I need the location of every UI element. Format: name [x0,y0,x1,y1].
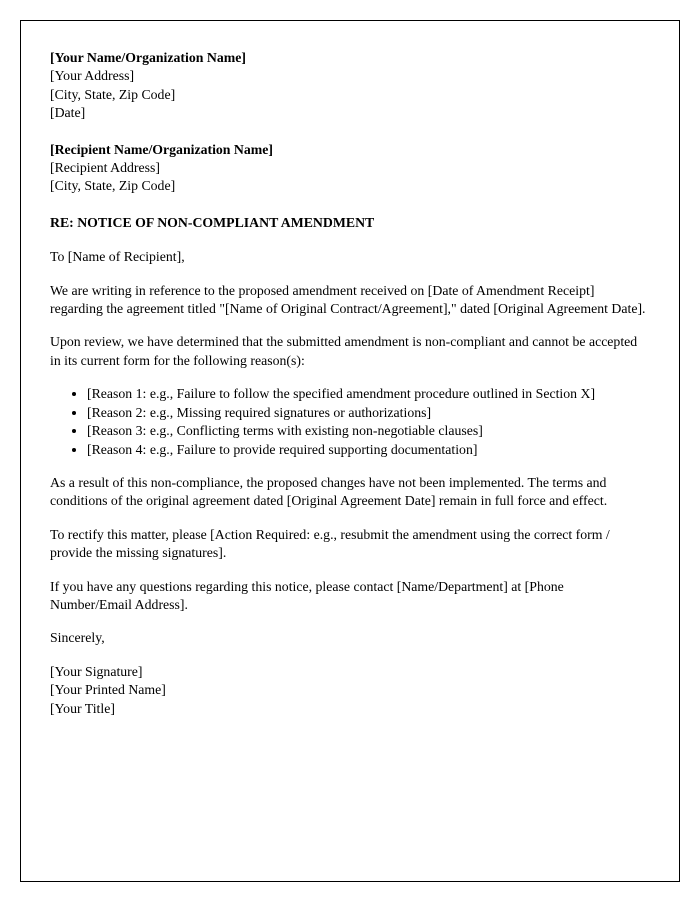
signature-block [50,663,649,718]
reason-item: • [Reason 2: e.g., Missing required signatures or authorizations] [87,404,649,422]
sender-name: [Your Name/Organization Name] [50,50,246,65]
paragraph-questions: If you have any questions regarding this notice, please contact [Name/Department] at [Phone Number/Email Address]. [50,578,564,612]
recipient-city-state-zip: [City, State, Zip Code] [50,178,176,194]
paragraph-review: Upon review, we have determined that the submitted amendment is non-compliant and cannot be accepted in its current form for the following reason(s): [50,334,638,368]
reason-item: • [Reason 3: e.g., Conflicting terms with existing non-negotiable clauses] [87,422,649,440]
paragraph-result: As a result of this non-compliance, the proposed changes have not been implemented. The terms and conditions of the original agreement dated [Original Agreement Date] remain in full force and effect. [50,474,608,509]
salutation: To [Name of Recipient], [50,249,185,265]
closing: Sincerely, [50,630,105,646]
sender-block [50,49,649,123]
recipient-address: [Recipient Address] [50,160,160,176]
signature: [Your Signature] [50,663,143,679]
printed-name: [Your Printed Name] [50,682,166,698]
reasons-list [50,385,649,459]
subject-line: RE: NOTICE OF NON-COMPLIANT AMENDMENT [50,214,375,230]
sender-address: [Your Address] [50,68,135,84]
recipient-block [50,141,649,196]
reason-item: • [Reason 1: e.g., Failure to follow the specified amendment procedure outlined in Section X] [87,385,649,403]
sender-city-state-zip: [City, State, Zip Code] [50,86,176,102]
signer-title: [Your Title] [50,700,115,716]
recipient-name: [Recipient Name/Organization Name] [50,141,274,157]
letter-date: [Date] [50,105,86,121]
letter-page [20,20,680,882]
reason-item: • [Reason 4: e.g., Failure to provide required supporting documentation] [87,441,649,459]
paragraph-rectify: To rectify this matter, please [Action Required: e.g., resubmit the amendment using the correct form / provide the missing signatures]. [50,526,610,561]
paragraph-intro: We are writing in reference to the proposed amendment received on [Date of Amendment Receipt] regarding the agreement titled "[Name of Original Contract/Agreement]," dated [Original Agreement Date]. [50,282,646,317]
